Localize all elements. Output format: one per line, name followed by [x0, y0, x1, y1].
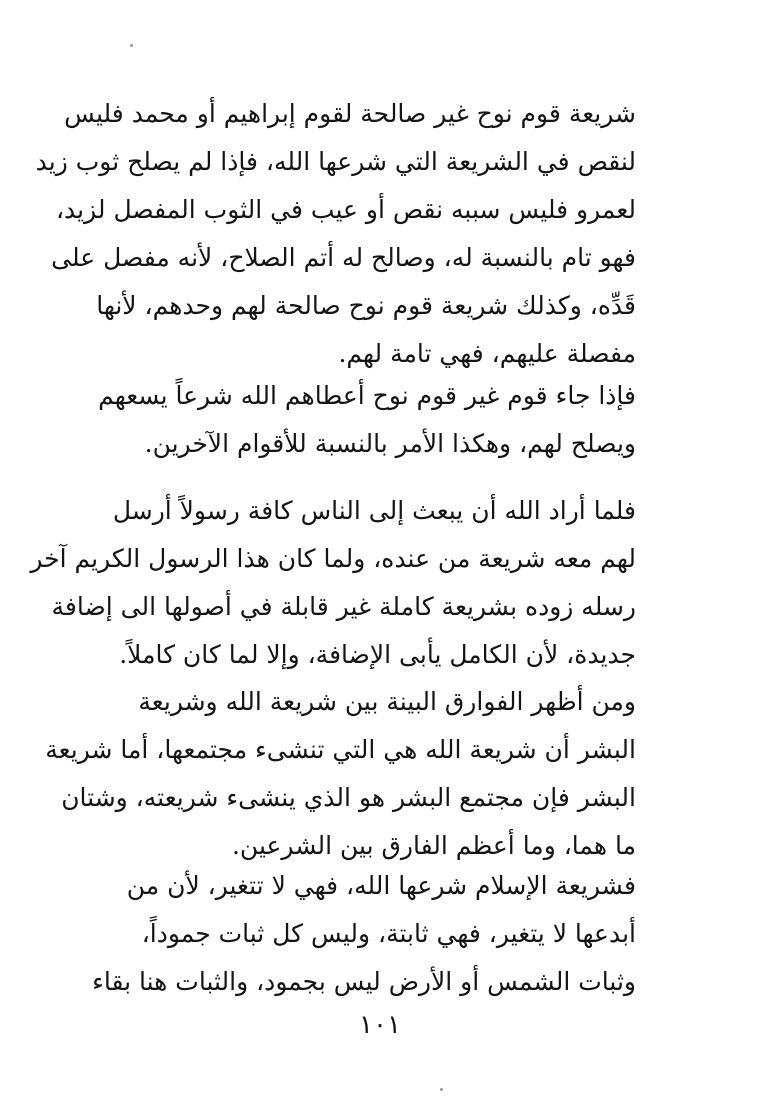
scan-speck [130, 44, 133, 47]
text-line: البشر أن شريعة الله هي التي تنشىء مجتمعها، أما شريعة [45, 735, 636, 764]
text-line: ما هما، وما أعظم الفارق بين الشرعين. [231, 831, 636, 860]
text-line: فهو تام بالنسبة له، وصالح له أتم الصلاح، لأنه مفصل على [51, 243, 636, 272]
page-number: ١٠١ [359, 1010, 401, 1040]
text-line: فلما أراد الله أن يبعث إلى الناس كافة رسولاً أرسل [112, 496, 636, 525]
text-line: البشر فإن مجتمع البشر هو الذي ينشىء شريعته، وشتان [61, 783, 636, 812]
paragraph-3 [30, 487, 636, 679]
text-line: ومن أظهر الفوارق البينة بين شريعة الله وشريعة [138, 687, 636, 716]
paragraph-1 [35, 90, 636, 378]
text-line: فشريعة الإسلام شرعها الله، فهي لا تتغير، لأن من [126, 871, 636, 900]
text-line: أبدعها لا يتغير، فهي ثابتة، وليس كل ثبات جموداً، [141, 919, 636, 948]
text-line: جديدة، لأن الكامل يأبى الإضافة، وإلا لما كان كاملاً. [119, 640, 636, 669]
text-line: رسله زوده بشريعة كاملة غير قابلة في أصولها الى إضافة [51, 592, 636, 621]
text-line: فإذا جاء قوم غير قوم نوح أعطاهم الله شرعاً يسعهم [98, 381, 636, 410]
text-line: وثبات الشمس أو الأرض ليس بجمود، والثبات هنا بقاء [92, 967, 636, 996]
text-line: لنقص في الشريعة التي شرعها الله، فإذا لم يصلح ثوب زيد [35, 147, 636, 176]
text-line: مفصلة عليهم، فهي تامة لهم. [338, 339, 636, 368]
paragraph-4 [45, 678, 636, 870]
paragraph-2 [98, 372, 636, 468]
paragraph-5 [92, 862, 636, 1006]
text-line: لهم معه شريعة من عنده، ولما كان هذا الرسول الكريم آخر [30, 544, 636, 573]
scan-speck [440, 1088, 443, 1091]
text-line: لعمرو فليس سببه نقص أو عيب في الثوب المفصل لزيد، [55, 195, 636, 224]
text-line: قَدِّه، وكذلك شريعة قوم نوح صالحة لهم وحدهم، لأنها [96, 291, 636, 320]
text-line: ويصلح لهم، وهكذا الأمر بالنسبة للأقوام الآخرين. [144, 429, 636, 458]
text-line: شريعة قوم نوح غير صالحة لقوم إبراهيم أو محمد فليس [64, 99, 636, 128]
